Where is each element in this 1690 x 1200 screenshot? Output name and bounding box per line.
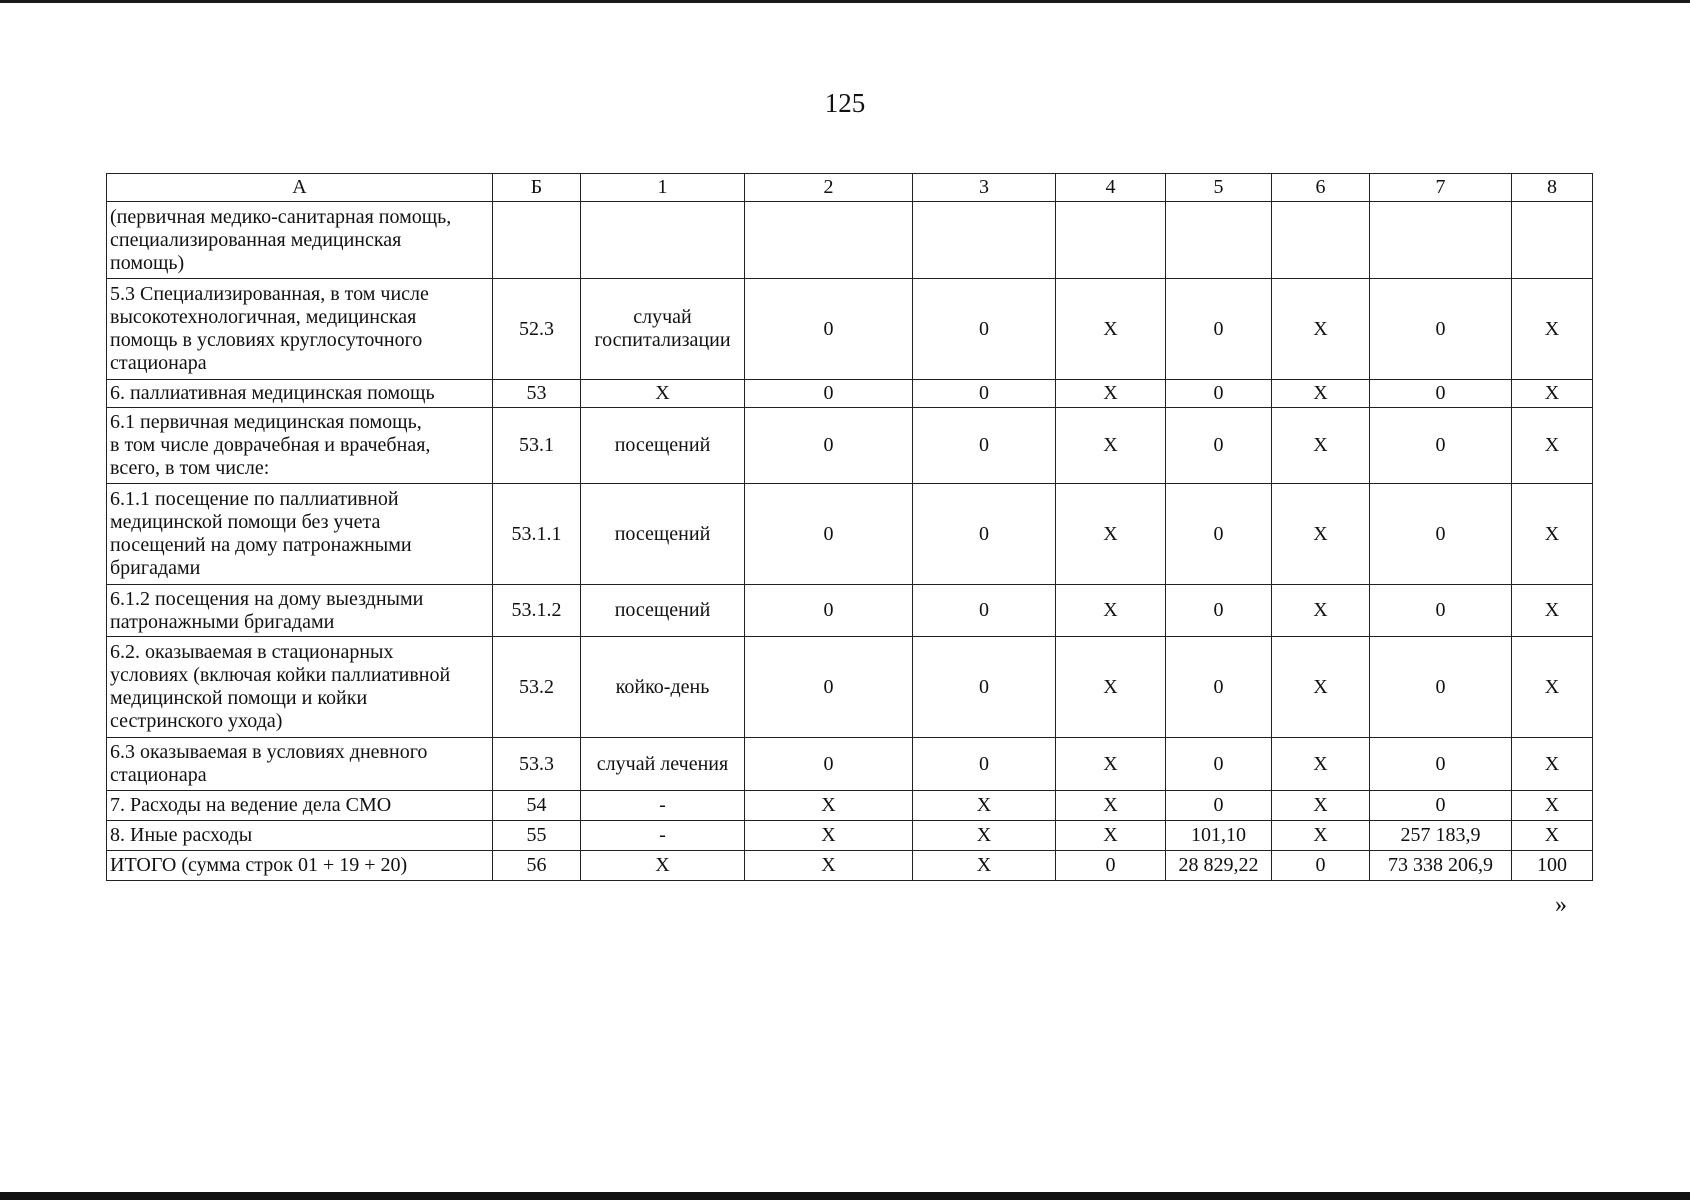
cell-col8: Х bbox=[1512, 791, 1593, 821]
column-header: 6 bbox=[1272, 174, 1370, 202]
table-row bbox=[107, 202, 1593, 279]
table-row-total bbox=[107, 851, 1593, 881]
cell-col6 bbox=[1272, 202, 1370, 279]
cell-col2: 0 bbox=[745, 484, 913, 585]
cell-col2: Х bbox=[745, 791, 913, 821]
row-code: 55 bbox=[493, 821, 581, 851]
cell-col5: 0 bbox=[1166, 585, 1272, 637]
cell-col4: Х bbox=[1056, 408, 1166, 484]
cell-col3: Х bbox=[913, 821, 1056, 851]
column-header: 2 bbox=[745, 174, 913, 202]
cell-col4 bbox=[1056, 202, 1166, 279]
continuation-mark: » bbox=[1555, 892, 1567, 918]
cell-col5: 101,10 bbox=[1166, 821, 1272, 851]
data-table bbox=[106, 173, 1593, 881]
table-row bbox=[107, 279, 1593, 380]
cell-col8: Х bbox=[1512, 484, 1593, 585]
cell-col7: 0 bbox=[1370, 585, 1512, 637]
cell-col3: 0 bbox=[913, 279, 1056, 380]
cell-col4: Х bbox=[1056, 738, 1166, 791]
cell-col3: 0 bbox=[913, 738, 1056, 791]
row-code: 54 bbox=[493, 791, 581, 821]
row-code: 56 bbox=[493, 851, 581, 881]
cell-col4: 0 bbox=[1056, 851, 1166, 881]
row-unit bbox=[581, 202, 745, 279]
row-name: 6.2. оказываемая в стационарных условиях (включая койки паллиативной медицинской помощи и койки сестринского ухода) bbox=[107, 637, 493, 738]
cell-col5 bbox=[1166, 202, 1272, 279]
row-unit: случай лечения bbox=[581, 738, 745, 791]
row-unit: Х bbox=[581, 851, 745, 881]
cell-col6: Х bbox=[1272, 637, 1370, 738]
cell-col3: 0 bbox=[913, 637, 1056, 738]
cell-col2 bbox=[745, 202, 913, 279]
cell-col7: 257 183,9 bbox=[1370, 821, 1512, 851]
cell-col5: 0 bbox=[1166, 738, 1272, 791]
column-header: А bbox=[107, 174, 493, 202]
scan-bottom-border bbox=[0, 1192, 1690, 1200]
cell-col4: Х bbox=[1056, 380, 1166, 408]
cell-col2: Х bbox=[745, 851, 913, 881]
cell-col5: 0 bbox=[1166, 279, 1272, 380]
row-code bbox=[493, 202, 581, 279]
row-name: 5.3 Специализированная, в том числе высокотехнологичная, медицинская помощь в условиях круглосуточного стационара bbox=[107, 279, 493, 380]
cell-col8 bbox=[1512, 202, 1593, 279]
cell-col7: 0 bbox=[1370, 791, 1512, 821]
row-code: 53.2 bbox=[493, 637, 581, 738]
row-name: (первичная медико-санитарная помощь, специализированная медицинская помощь) bbox=[107, 202, 493, 279]
cell-col3: 0 bbox=[913, 408, 1056, 484]
cell-col5: 28 829,22 bbox=[1166, 851, 1272, 881]
table-row bbox=[107, 637, 1593, 738]
cell-col4: Х bbox=[1056, 637, 1166, 738]
cell-col3: 0 bbox=[913, 484, 1056, 585]
cell-col8: Х bbox=[1512, 821, 1593, 851]
table-row bbox=[107, 408, 1593, 484]
cell-col8: Х bbox=[1512, 279, 1593, 380]
column-header: 4 bbox=[1056, 174, 1166, 202]
column-header: Б bbox=[493, 174, 581, 202]
cell-col2: 0 bbox=[745, 408, 913, 484]
column-header: 1 bbox=[581, 174, 745, 202]
cell-col7: 0 bbox=[1370, 637, 1512, 738]
row-unit: - bbox=[581, 791, 745, 821]
cell-col3: 0 bbox=[913, 585, 1056, 637]
cell-col7: 0 bbox=[1370, 484, 1512, 585]
cell-col6: Х bbox=[1272, 738, 1370, 791]
table-row bbox=[107, 484, 1593, 585]
cell-col2: 0 bbox=[745, 738, 913, 791]
cell-col5: 0 bbox=[1166, 380, 1272, 408]
table-row bbox=[107, 821, 1593, 851]
cell-col7: 0 bbox=[1370, 279, 1512, 380]
cell-col3: Х bbox=[913, 851, 1056, 881]
row-code: 53.1 bbox=[493, 408, 581, 484]
cell-col7: 73 338 206,9 bbox=[1370, 851, 1512, 881]
cell-col4: Х bbox=[1056, 821, 1166, 851]
row-name: 7. Расходы на ведение дела СМО bbox=[107, 791, 493, 821]
cell-col8: Х bbox=[1512, 408, 1593, 484]
row-unit: посещений bbox=[581, 484, 745, 585]
table-row bbox=[107, 738, 1593, 791]
cell-col3 bbox=[913, 202, 1056, 279]
row-code: 53.1.1 bbox=[493, 484, 581, 585]
cell-col6: Х bbox=[1272, 821, 1370, 851]
cell-col6: Х bbox=[1272, 585, 1370, 637]
cell-col6: Х bbox=[1272, 279, 1370, 380]
column-header: 7 bbox=[1370, 174, 1512, 202]
row-unit: - bbox=[581, 821, 745, 851]
cell-col4: Х bbox=[1056, 585, 1166, 637]
table-row bbox=[107, 380, 1593, 408]
cell-col4: Х bbox=[1056, 791, 1166, 821]
cell-col4: Х bbox=[1056, 279, 1166, 380]
row-name: 6.1.1 посещение по паллиативной медицинской помощи без учета посещений на дому патронажными бригадами bbox=[107, 484, 493, 585]
row-unit: случай госпитализации bbox=[581, 279, 745, 380]
row-code: 53.3 bbox=[493, 738, 581, 791]
cell-col2: 0 bbox=[745, 637, 913, 738]
cell-col3: 0 bbox=[913, 380, 1056, 408]
cell-col7: 0 bbox=[1370, 408, 1512, 484]
cell-col7 bbox=[1370, 202, 1512, 279]
row-name: 6.1 первичная медицинская помощь, в том числе доврачебная и врачебная, всего, в том числе: bbox=[107, 408, 493, 484]
row-code: 53 bbox=[493, 380, 581, 408]
cell-col5: 0 bbox=[1166, 791, 1272, 821]
row-name: 6. паллиативная медицинская помощь bbox=[107, 380, 493, 408]
row-name: ИТОГО (сумма строк 01 + 19 + 20) bbox=[107, 851, 493, 881]
row-unit: посещений bbox=[581, 585, 745, 637]
cell-col2: Х bbox=[745, 821, 913, 851]
row-unit: Х bbox=[581, 380, 745, 408]
cell-col4: Х bbox=[1056, 484, 1166, 585]
scan-top-border bbox=[0, 0, 1690, 3]
cell-col5: 0 bbox=[1166, 408, 1272, 484]
cell-col5: 0 bbox=[1166, 637, 1272, 738]
column-header: 3 bbox=[913, 174, 1056, 202]
table-row bbox=[107, 585, 1593, 637]
table-row bbox=[107, 791, 1593, 821]
table-header-row bbox=[107, 174, 1593, 202]
cell-col7: 0 bbox=[1370, 380, 1512, 408]
cell-col8: 100 bbox=[1512, 851, 1593, 881]
cell-col2: 0 bbox=[745, 279, 913, 380]
row-name: 8. Иные расходы bbox=[107, 821, 493, 851]
row-code: 53.1.2 bbox=[493, 585, 581, 637]
cell-col8: Х bbox=[1512, 585, 1593, 637]
row-name: 6.3 оказываемая в условиях дневного стационара bbox=[107, 738, 493, 791]
cell-col3: Х bbox=[913, 791, 1056, 821]
cell-col6: Х bbox=[1272, 484, 1370, 585]
column-header: 8 bbox=[1512, 174, 1593, 202]
cell-col6: 0 bbox=[1272, 851, 1370, 881]
row-unit: посещений bbox=[581, 408, 745, 484]
cell-col7: 0 bbox=[1370, 738, 1512, 791]
cell-col2: 0 bbox=[745, 585, 913, 637]
cell-col6: Х bbox=[1272, 380, 1370, 408]
row-code: 52.3 bbox=[493, 279, 581, 380]
cell-col2: 0 bbox=[745, 380, 913, 408]
row-name: 6.1.2 посещения на дому выездными патронажными бригадами bbox=[107, 585, 493, 637]
cell-col8: Х bbox=[1512, 738, 1593, 791]
cell-col8: Х bbox=[1512, 637, 1593, 738]
cell-col6: Х bbox=[1272, 408, 1370, 484]
page-number: 125 bbox=[824, 88, 866, 118]
cell-col5: 0 bbox=[1166, 484, 1272, 585]
cell-col8: Х bbox=[1512, 380, 1593, 408]
column-header: 5 bbox=[1166, 174, 1272, 202]
row-unit: койко-день bbox=[581, 637, 745, 738]
cell-col6: Х bbox=[1272, 791, 1370, 821]
